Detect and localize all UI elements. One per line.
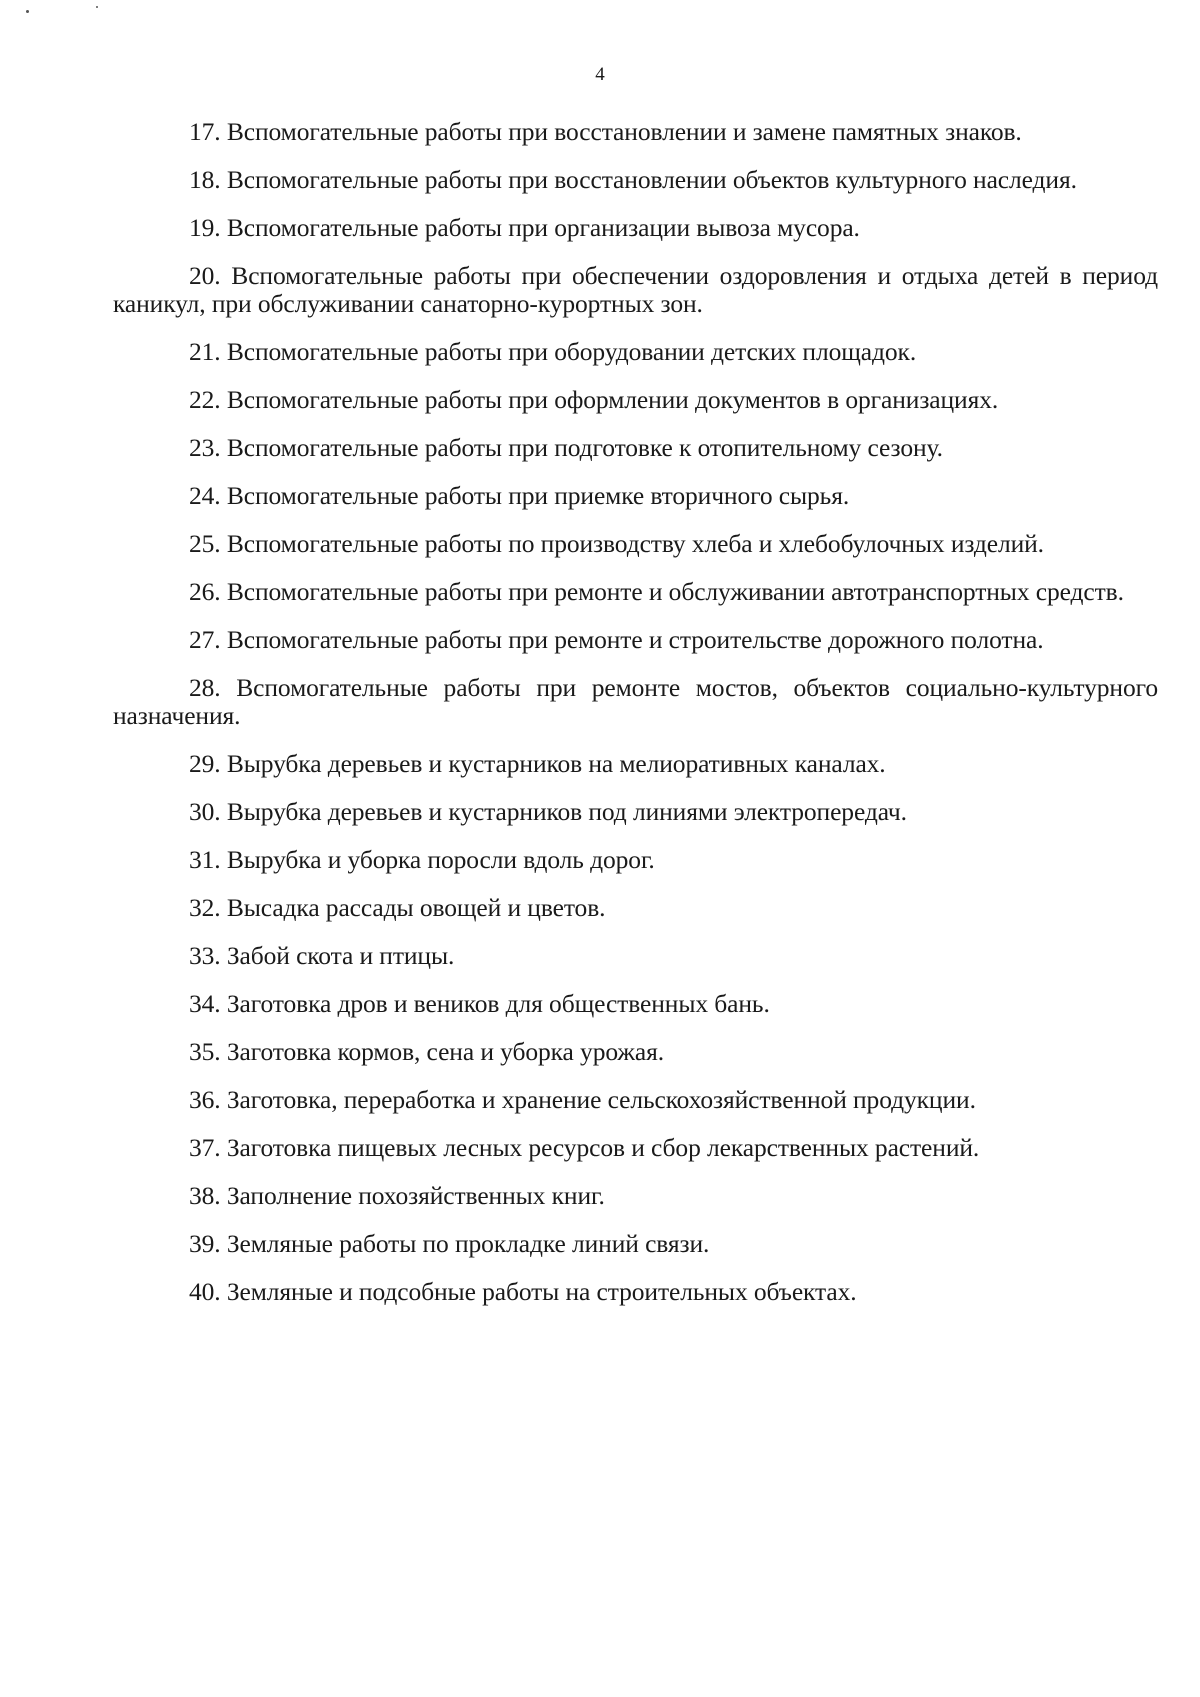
list-item: 36. Заготовка, переработка и хранение сельскохозяйственной продукции. [189,1085,976,1114]
list-item: 26. Вспомогательные работы при ремонте и обслуживании автотранспортных средств. [189,577,1124,606]
list-item: 23. Вспомогательные работы при подготовке к отопительному сезону. [189,433,943,462]
list-item: 17. Вспомогательные работы при восстановлении и замене памятных знаков. [189,117,1022,146]
list-item: 37. Заготовка пищевых лесных ресурсов и сбор лекарственных растений. [189,1133,980,1162]
list-item: 29. Вырубка деревьев и кустарников на мелиоративных каналах. [189,749,886,778]
list-item: 40. Земляные и подсобные работы на строительных объектах. [189,1277,857,1306]
list-item: 35. Заготовка кормов, сена и уборка урожая. [189,1037,665,1066]
list-item: 39. Земляные работы по прокладке линий связи. [189,1229,710,1258]
list-item: 27. Вспомогательные работы при ремонте и строительстве дорожного полотна. [189,625,1044,654]
list-item: 30. Вырубка деревьев и кустарников под линиями электропередач. [189,797,907,826]
list-item: 31. Вырубка и уборка поросли вдоль дорог. [189,845,655,874]
list-item: 38. Заполнение похозяйственных книг. [189,1181,605,1210]
list-item: 28. Вспомогательные работы при ремонте мостов, объектов социально-культурного назначения. [113,673,1158,730]
list-item: 32. Высадка рассады овощей и цветов. [189,893,606,922]
page-number: 4 [595,64,605,85]
list-item: 24. Вспомогательные работы при приемке вторичного сырья. [189,481,850,510]
scan-speck [96,6,98,8]
list-item: 25. Вспомогательные работы по производству хлеба и хлебобулочных изделий. [189,529,1044,558]
list-item: 19. Вспомогательные работы при организации вывоза мусора. [189,213,860,242]
document-body [113,118,1158,1326]
list-item: 22. Вспомогательные работы при оформлении документов в организациях. [189,385,999,414]
list-item: 20. Вспомогательные работы при обеспечении оздоровления и отдыха детей в период каникул, при обслуживании санаторно-курортных зон. [113,261,1158,318]
list-item: 21. Вспомогательные работы при оборудовании детских площадок. [189,337,917,366]
list-item: 33. Забой скота и птицы. [189,941,455,970]
list-item: 18. Вспомогательные работы при восстановлении объектов культурного наследия. [189,165,1077,194]
scan-speck [26,10,29,13]
list-item: 34. Заготовка дров и веников для общественных бань. [189,989,770,1018]
